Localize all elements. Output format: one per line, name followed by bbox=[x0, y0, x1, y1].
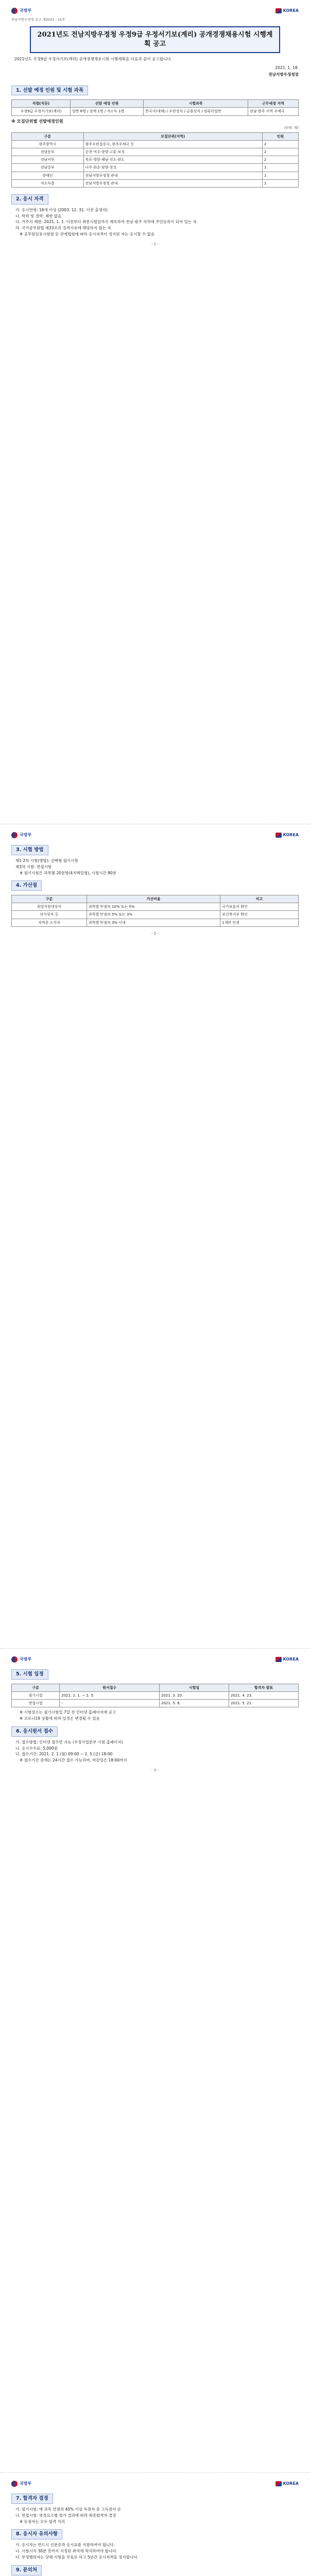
section-line: ※ 접수기간 중에는 24시간 접수 가능하며, 마감일은 18:00까지 bbox=[20, 1758, 127, 1763]
table-cell: 과목별 만점의 3% 이내 bbox=[87, 919, 220, 926]
table-cell: 면접시험 bbox=[12, 1700, 60, 1707]
ministry-emblem-icon bbox=[11, 832, 18, 838]
document-sheet bbox=[0, 1649, 310, 2473]
section-heading: 1. 선발 예정 인원 및 시험 과목 bbox=[11, 86, 88, 96]
section-line: 가. 응시자는 반드시 신분증과 응시표를 지참하여야 합니다. bbox=[15, 2543, 115, 2548]
column-header: 인원 bbox=[262, 132, 298, 140]
korea-text: KOREA bbox=[283, 2481, 299, 2486]
table-cell: 광주광역시 bbox=[12, 141, 84, 148]
column-header: 원서접수 bbox=[60, 1684, 160, 1691]
column-header: 시험과목 bbox=[144, 100, 248, 108]
section-heading: 4. 가산점 bbox=[11, 880, 42, 891]
section-heading: 8. 응시자 유의사항 bbox=[11, 2529, 62, 2539]
column-header: 구분 bbox=[12, 895, 87, 903]
column-header: 직렬(직류) bbox=[12, 100, 71, 108]
table-cell: 2021. 5. 8. bbox=[159, 1700, 229, 1707]
table-cell: 2 bbox=[262, 156, 298, 164]
table-row bbox=[12, 1691, 299, 1699]
section-line: ※ 공무원임용시험령 등 관계법령에 따라 응시자격이 정지된 자는 응시할 수 없음 bbox=[20, 232, 154, 237]
section-line: ※ 필기시험은 과목별 20문항(4지택일형), 시험시간 80분 bbox=[20, 870, 116, 875]
table-row bbox=[12, 164, 299, 172]
section-line: 가. 필기시험: 매 과목 만점의 40% 이상 득점자 중 고득점자 순 bbox=[15, 2506, 121, 2512]
table-cell: 의사상자 등 bbox=[12, 911, 87, 919]
table-cell: 한국사(대체) / 우편상식 / 금융상식 / 컴퓨터일반 bbox=[144, 108, 248, 115]
table-cell: 과목별 만점의 5% 또는 3% bbox=[87, 911, 220, 919]
section-line: 다. 거주지 제한: 2021. 1. 1. 이전부터 최종시험일까지 계속하여 전남·광주 지역에 주민등록이 되어 있는 자 bbox=[15, 219, 197, 225]
table-body bbox=[12, 903, 299, 926]
announcement-date: 2021. 1. 18. bbox=[275, 65, 299, 70]
table-row bbox=[12, 156, 299, 164]
table-cell: 국가보훈처 확인 bbox=[220, 903, 299, 911]
table-cell: 2 bbox=[262, 141, 298, 148]
ministry-emblem-icon bbox=[11, 8, 18, 14]
korea-mark-icon bbox=[275, 2481, 282, 2486]
korea-logo bbox=[275, 1656, 299, 1663]
korea-mark-icon bbox=[275, 8, 282, 13]
document-sheet bbox=[0, 824, 310, 1649]
section-heading: 7. 합격자 결정 bbox=[11, 2494, 53, 2504]
page-header bbox=[11, 1654, 299, 1665]
section-line: ※ 코로나19 상황에 따라 일정은 변경될 수 있음 bbox=[20, 1716, 100, 1721]
table-cell: 과목별 만점의 10% 또는 5% bbox=[87, 903, 220, 911]
table-row bbox=[12, 108, 299, 115]
table-cell: 1 bbox=[262, 179, 298, 187]
document-sheet bbox=[0, 0, 310, 824]
section-2 bbox=[11, 190, 299, 238]
table-row bbox=[12, 148, 299, 156]
table-cell: 2 bbox=[262, 148, 298, 156]
section-line: 제3차 시험: 면접시험 bbox=[15, 864, 52, 869]
section-subheading: ※ 모집단위별 선발예정인원 bbox=[11, 118, 63, 124]
table-cell: 전남중부 bbox=[12, 164, 84, 172]
page-number: - 3 - bbox=[151, 1768, 159, 1773]
table-cell: 보건복지부 확인 bbox=[220, 911, 299, 919]
table-cell: 자격증 소지자 bbox=[12, 919, 87, 926]
table-head bbox=[12, 895, 299, 903]
table-cell: 1 bbox=[262, 164, 298, 172]
table-cell: 전남동부 bbox=[12, 148, 84, 156]
table-cell: 일반 6명 / 장애 1명 / 저소득 1명 bbox=[70, 108, 143, 115]
ministry-name: 국방부 bbox=[20, 1657, 32, 1662]
column-header: 구분 bbox=[12, 1684, 60, 1691]
section-line: ※ 시험장소는 필기시험일 7일 전 인터넷 홈페이지에 공고 bbox=[20, 1710, 116, 1715]
table-body bbox=[12, 1691, 299, 1707]
intro-paragraph: 2021년도 우정9급 우정서기보(계리) 공개경쟁채용시험 시행계획을 다음과 같이 공고합니다. bbox=[14, 56, 173, 61]
table-head bbox=[12, 132, 299, 140]
section-line: 나. 면접시험: 평정요소별 평가 결과에 따라 최종합격자 결정 bbox=[15, 2513, 116, 2518]
page-number: - 1 - bbox=[151, 242, 159, 246]
column-header: 시험일 bbox=[159, 1684, 229, 1691]
section-line: 다. 부정행위자는 당해 시험을 무효로 하고 5년간 응시자격을 정지합니다. bbox=[15, 2554, 139, 2560]
table-cell: 취업지원대상자 bbox=[12, 903, 87, 911]
table-cell: 나주·화순·담양·장성 bbox=[83, 164, 262, 172]
table-header-row bbox=[12, 1684, 299, 1691]
section-table bbox=[11, 1684, 299, 1707]
table-cell: 필기시험 bbox=[12, 1691, 60, 1699]
ministry-emblem-icon bbox=[11, 1656, 18, 1663]
table-cell: 전남지방우정청 관내 bbox=[83, 172, 262, 179]
section-5 bbox=[11, 1665, 299, 1722]
ministry-name: 국방부 bbox=[20, 833, 32, 838]
unit-label: (단위: 명) bbox=[284, 126, 299, 130]
column-header: 모집단위(지역) bbox=[83, 132, 262, 140]
section-line: 제1·2차 시험(병합): 선택형 필기시험 bbox=[15, 858, 78, 863]
table-cell: 1개만 인정 bbox=[220, 919, 299, 926]
korea-mark-icon bbox=[275, 833, 282, 838]
ministry-logo bbox=[11, 1656, 31, 1663]
document-sheet bbox=[0, 2473, 310, 2576]
page-header bbox=[11, 829, 299, 841]
section-line: ※ 동점자는 모두 합격 처리 bbox=[20, 2519, 65, 2524]
table-cell: 2021. 4. 23. bbox=[229, 1691, 298, 1699]
document-title: 2021년도 전남지방우정청 우정9급 우정서기보(계리) 공개경쟁채용시험 시행계획 공고 bbox=[30, 26, 280, 53]
table-row bbox=[12, 179, 299, 187]
section-heading: 5. 시험 일정 bbox=[11, 1669, 48, 1680]
table-header-row bbox=[12, 895, 299, 903]
table-cell: 전남서부 bbox=[12, 156, 84, 164]
section-heading: 3. 시험 방법 bbox=[11, 845, 48, 855]
korea-mark-icon bbox=[275, 1657, 282, 1662]
section-line: 나. 응시수수료: 5,000원 bbox=[15, 1745, 58, 1751]
ministry-name: 국방부 bbox=[20, 8, 32, 13]
ministry-logo bbox=[11, 8, 31, 14]
table-body bbox=[12, 141, 299, 188]
page-number: - 2 - bbox=[151, 931, 159, 936]
table-body bbox=[12, 108, 299, 115]
section-heading: 2. 응시 자격 bbox=[11, 194, 48, 205]
gazette-number: 전남지방우정청 공고 제2021 - 15호 bbox=[11, 18, 65, 22]
section-6 bbox=[11, 1722, 299, 1764]
page-header bbox=[11, 5, 299, 16]
table-cell: 2021. 3. 20. bbox=[159, 1691, 229, 1699]
section-4 bbox=[11, 876, 299, 926]
table-cell: 2021. 2. 1. ~ 2. 5. bbox=[60, 1691, 160, 1699]
table-row bbox=[12, 911, 299, 919]
table-cell: 순천·여수·광양·고흥·보성 bbox=[83, 148, 262, 156]
section-line: 다. 접수기간: 2021. 2. 1.(월) 09:00 ~ 2. 5.(금) 18:00 bbox=[15, 1752, 113, 1757]
ministry-logo bbox=[11, 2481, 31, 2487]
section-8 bbox=[11, 2525, 299, 2560]
section-table bbox=[11, 99, 299, 115]
table-cell: 저소득층 bbox=[12, 179, 84, 187]
column-header: 가산비율 bbox=[87, 895, 220, 903]
section-1 bbox=[11, 81, 299, 188]
korea-text: KOREA bbox=[283, 833, 299, 838]
table-row bbox=[12, 919, 299, 926]
section-heading: 9. 문의처 bbox=[11, 2565, 42, 2575]
korea-logo bbox=[275, 2481, 299, 2487]
page-header bbox=[11, 2478, 299, 2489]
korea-text: KOREA bbox=[283, 1657, 299, 1662]
section-table-detail bbox=[11, 132, 299, 188]
table-cell: 전남·광주 지역 우체국 bbox=[248, 108, 299, 115]
table-cell: 1 bbox=[262, 172, 298, 179]
table-row bbox=[12, 172, 299, 179]
table-cell: 광주우편집중국, 광주우체국 등 bbox=[83, 141, 262, 148]
table-header-row bbox=[12, 132, 299, 140]
korea-text: KOREA bbox=[283, 8, 299, 13]
section-line: 나. 학력 및 경력: 제한 없음 bbox=[15, 213, 62, 218]
section-line: 가. 응시연령: 18세 이상 (2003. 12. 31. 이전 출생자) bbox=[15, 207, 108, 212]
korea-logo bbox=[275, 8, 299, 14]
section-9 bbox=[11, 2561, 299, 2576]
column-header: 구분 bbox=[12, 132, 84, 140]
ministry-logo bbox=[11, 832, 31, 838]
table-head bbox=[12, 100, 299, 108]
table-cell: 2021. 5. 21. bbox=[229, 1700, 298, 1707]
table-cell: 우정9급 우정서기보(계리) bbox=[12, 108, 71, 115]
table-head bbox=[12, 1684, 299, 1691]
ministry-emblem-icon bbox=[11, 2481, 18, 2487]
table-header-row bbox=[12, 100, 299, 108]
table-row bbox=[12, 903, 299, 911]
section-line: 가. 접수방법: 인터넷 접수만 가능 (우정사업본부 시험 홈페이지) bbox=[15, 1739, 123, 1744]
section-7 bbox=[11, 2489, 299, 2524]
section-table bbox=[11, 895, 299, 927]
table-cell: 목포·영암·해남·진도·완도 bbox=[83, 156, 262, 164]
section-line: 나. 시험시작 30분 전까지 지정된 좌석에 착석하여야 합니다. bbox=[15, 2549, 117, 2554]
column-header: 선발 예정 인원 bbox=[70, 100, 143, 108]
section-line: 라. 국가공무원법 제33조의 결격사유에 해당하지 않는 자 bbox=[15, 226, 111, 231]
signer-name: 전남지방우정청장 bbox=[268, 72, 299, 77]
table-cell: 장애인 bbox=[12, 172, 84, 179]
column-header: 비고 bbox=[220, 895, 299, 903]
table-row bbox=[12, 141, 299, 148]
section-heading: 6. 응시원서 접수 bbox=[11, 1726, 58, 1737]
korea-logo bbox=[275, 832, 299, 838]
table-row bbox=[12, 1700, 299, 1707]
column-header: 합격자 발표 bbox=[229, 1684, 298, 1691]
column-header: 근무예정 지역 bbox=[248, 100, 299, 108]
section-3 bbox=[11, 841, 299, 876]
ministry-name: 국방부 bbox=[20, 2481, 32, 2486]
table-cell: - bbox=[60, 1700, 160, 1707]
table-cell: 전남지방우정청 관내 bbox=[83, 179, 262, 187]
